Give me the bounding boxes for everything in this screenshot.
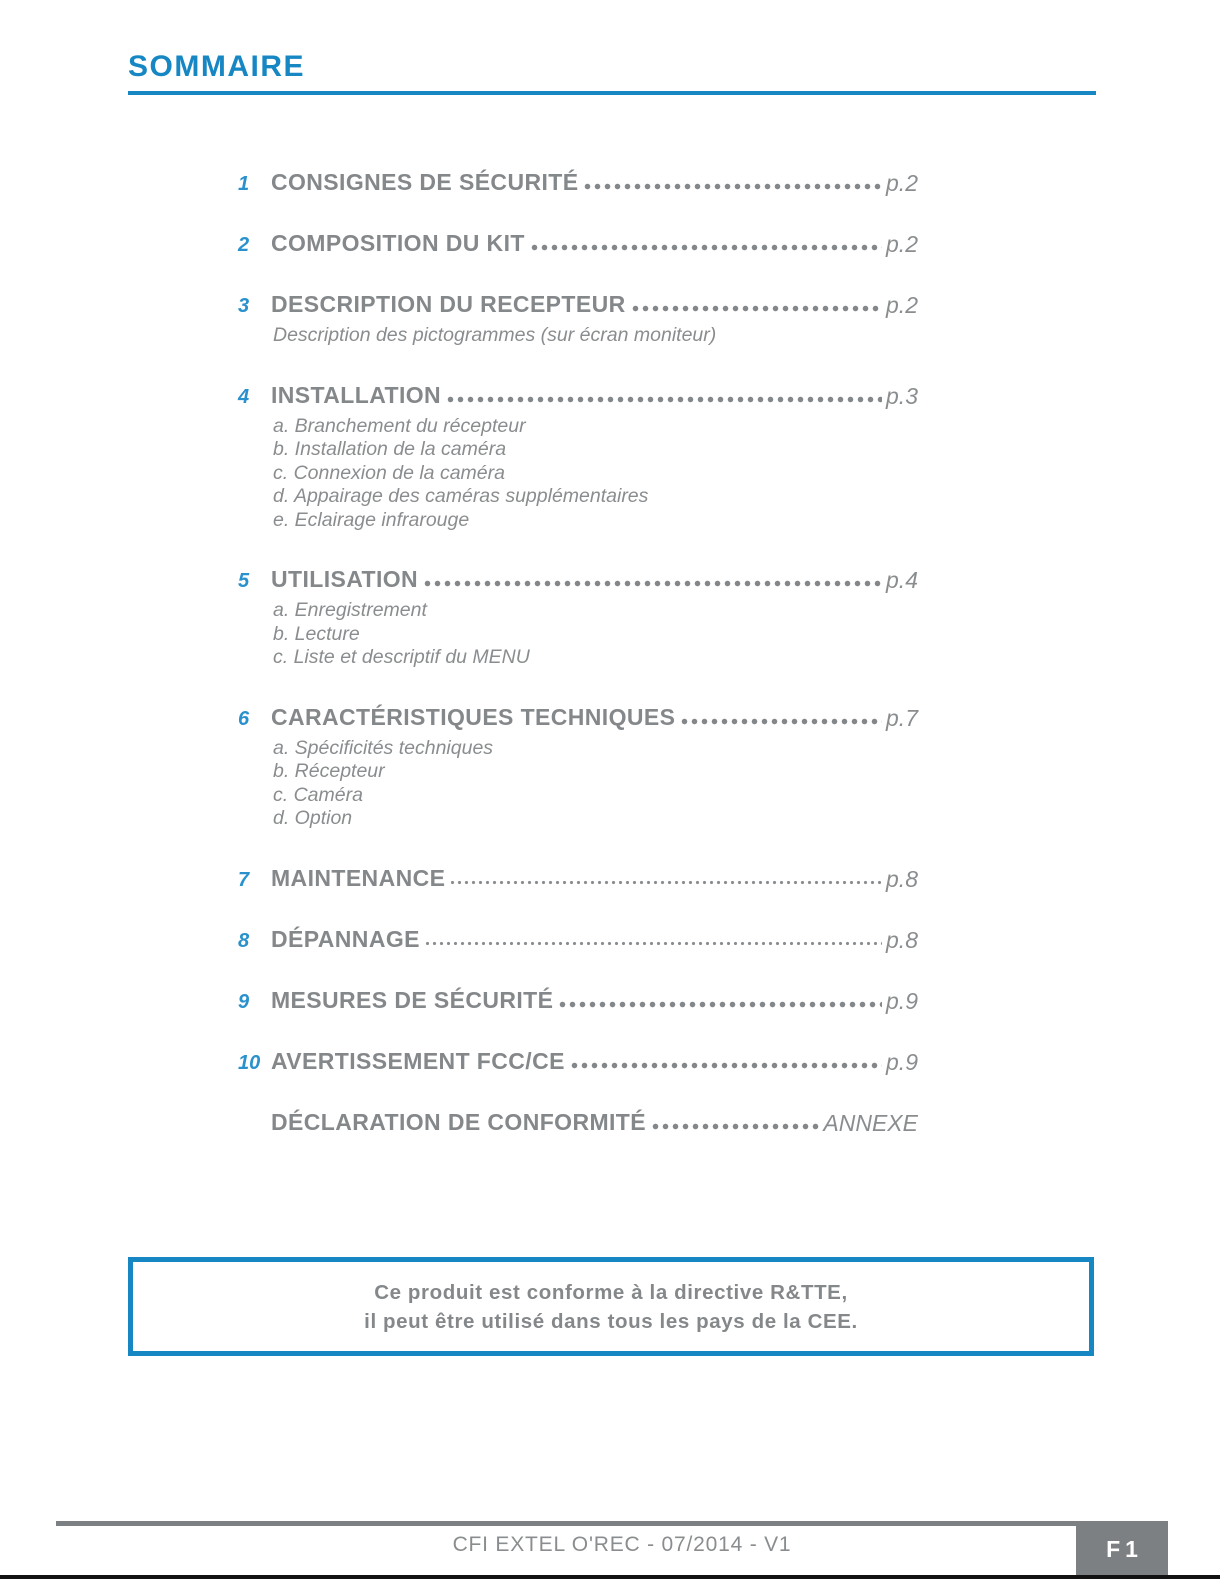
footer-rule <box>56 1521 1168 1526</box>
toc-page-ref: p.3 <box>886 382 918 409</box>
toc-page-ref: p.4 <box>886 567 918 593</box>
toc-entry-title: MAINTENANCE <box>271 864 446 891</box>
toc-entry-number: 4 <box>238 385 250 408</box>
footer-document-reference: CFI EXTEL O'REC - 07/2014 - V1 <box>452 1533 792 1556</box>
toc-entry-line <box>271 705 918 730</box>
table-of-contents <box>238 170 918 1170</box>
dotted-leader <box>570 1061 882 1070</box>
toc-page-ref: ANNEXE <box>823 1109 918 1136</box>
toc-entry-line <box>271 927 918 952</box>
toc-entry-title: INSTALLATION <box>271 381 442 408</box>
page-header <box>128 50 1096 95</box>
toc-page-ref: p.2 <box>886 170 918 196</box>
dotted-leader <box>680 717 882 726</box>
toc-entry-line <box>271 231 918 256</box>
toc-subitem-list <box>273 599 918 670</box>
toc-entry-line <box>271 170 918 195</box>
toc-entry-title: DÉPANNAGE <box>271 925 420 952</box>
toc-subitem: d. Appairage des caméras supplémentaires <box>273 485 649 507</box>
toc-page-ref: p.7 <box>886 704 918 731</box>
toc-subitem: a. Enregistrement <box>273 599 427 621</box>
toc-entry <box>238 988 918 1014</box>
toc-page-ref: p.2 <box>886 292 918 318</box>
toc-subitem: Description des pictogrammes (sur écran moniteur) <box>273 324 717 346</box>
compliance-notice-line2: il peut être utilisé dans tous les pays de la CEE. <box>364 1310 858 1333</box>
dotted-leader <box>425 940 882 947</box>
toc-subitem: a. Branchement du récepteur <box>273 414 526 437</box>
toc-entry <box>238 383 918 533</box>
page-title: SOMMAIRE <box>128 50 305 83</box>
toc-entry-number: 3 <box>238 295 250 317</box>
dotted-leader <box>530 243 882 252</box>
toc-entry-title: MESURES DE SÉCURITÉ <box>271 986 554 1013</box>
toc-entry-body <box>271 231 918 257</box>
toc-entry-number: 9 <box>238 990 250 1013</box>
dotted-leader <box>450 879 882 886</box>
toc-subitem-list <box>273 415 918 533</box>
toc-entry-body <box>271 927 918 953</box>
dotted-leader <box>423 579 882 588</box>
toc-entry-title: COMPOSITION DU KIT <box>271 230 525 256</box>
toc-entry-line <box>271 1110 918 1135</box>
toc-entry-number: 6 <box>238 707 250 730</box>
toc-page-ref: p.9 <box>886 1048 918 1075</box>
dotted-leader <box>651 1122 819 1131</box>
toc-subitem: a. Spécificités techniques <box>273 736 494 759</box>
page-bottom-line <box>0 1575 1220 1579</box>
toc-entry-body <box>271 567 918 670</box>
toc-entry-line <box>271 866 918 891</box>
dotted-leader <box>583 182 882 191</box>
toc-entry-line <box>271 567 918 592</box>
toc-entry-number: 8 <box>238 929 250 952</box>
toc-subitem: b. Lecture <box>273 622 360 645</box>
toc-entry-body <box>271 170 918 196</box>
toc-entry-body <box>271 383 918 533</box>
toc-entry <box>238 927 918 953</box>
toc-entry <box>238 705 918 831</box>
toc-entry <box>238 1049 918 1075</box>
dotted-leader <box>446 395 882 404</box>
toc-entry-number: 7 <box>238 868 250 891</box>
toc-entry-line <box>271 1049 918 1074</box>
compliance-notice-line1: Ce produit est conforme à la directive R&TTE, <box>374 1281 848 1304</box>
compliance-notice-box <box>128 1257 1094 1356</box>
toc-entry <box>238 567 918 670</box>
toc-page-ref: p.8 <box>886 865 918 892</box>
toc-entry-number: 5 <box>238 570 250 592</box>
toc-entry-line <box>271 292 918 317</box>
toc-entry <box>238 292 918 348</box>
toc-entry-body <box>271 988 918 1014</box>
toc-subitem: c. Caméra <box>273 783 363 806</box>
toc-entry <box>238 866 918 892</box>
toc-entry-title: DÉCLARATION DE CONFORMITÉ <box>271 1108 647 1135</box>
toc-entry-title: CARACTÉRISTIQUES TECHNIQUES <box>271 703 676 730</box>
toc-entry-body <box>271 705 918 831</box>
toc-entry <box>238 231 918 257</box>
toc-subitem: b. Installation de la caméra <box>273 438 507 460</box>
dotted-leader <box>631 304 882 313</box>
toc-page-ref: p.8 <box>886 926 918 953</box>
toc-entry-title: CONSIGNES DE SÉCURITÉ <box>271 169 579 195</box>
toc-entry-number: 10 <box>238 1051 261 1074</box>
toc-subitem: b. Récepteur <box>273 760 385 782</box>
toc-entry <box>238 170 918 196</box>
toc-entry-number <box>238 1110 271 1135</box>
language-badge: F1 <box>1076 1523 1168 1576</box>
dotted-leader <box>558 1000 882 1009</box>
toc-entry <box>238 1110 918 1135</box>
toc-entry-body <box>271 866 918 892</box>
toc-page-ref: p.2 <box>886 231 918 257</box>
toc-subitem-list <box>273 737 918 831</box>
toc-entry-title: UTILISATION <box>271 566 419 592</box>
toc-entry-body <box>271 1110 918 1135</box>
toc-entry-number: 1 <box>238 173 250 195</box>
toc-entry-line <box>271 988 918 1013</box>
toc-subitem: e. Eclairage infrarouge <box>273 508 470 531</box>
toc-subitem: c. Connexion de la caméra <box>273 461 505 484</box>
header-rule <box>128 91 1096 95</box>
toc-page-ref: p.9 <box>886 987 918 1014</box>
toc-entry-line <box>271 383 918 408</box>
toc-subitem: c. Liste et descriptif du MENU <box>273 646 530 668</box>
toc-subitem-list <box>273 324 918 348</box>
toc-entry-title: AVERTISSEMENT FCC/CE <box>271 1047 565 1074</box>
toc-entry-number: 2 <box>238 234 250 256</box>
toc-entry-title: DESCRIPTION DU RECEPTEUR <box>271 291 626 317</box>
toc-entry-body <box>271 292 918 348</box>
toc-subitem: d. Option <box>273 807 353 829</box>
toc-entry-body <box>271 1049 918 1075</box>
